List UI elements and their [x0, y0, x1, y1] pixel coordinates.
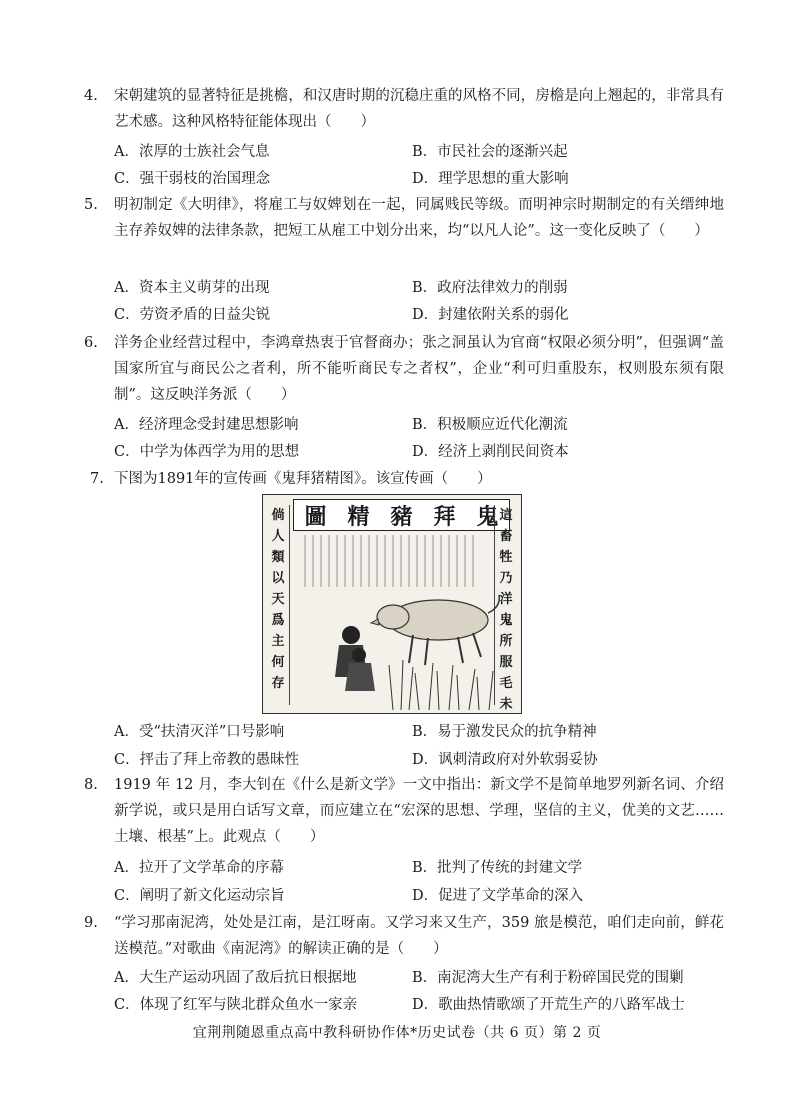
option-d[interactable]: D．促进了文学革命的深入	[412, 888, 584, 904]
option-b[interactable]: B．政府法律效力的削弱	[412, 280, 568, 296]
option-d[interactable]: D．经济上剥削民间资本	[412, 444, 569, 460]
question-text: 明初制定《大明律》，将雇工与奴婢划在一起，同属贱民等级。而明神宗时期制定的有关缙绅地主存养奴婢的法律条款，把短工从雇工中划分出来，均“以凡人论”。这一变化反映了（ ）	[114, 197, 724, 239]
option-b[interactable]: B．市民社会的逐渐兴起	[412, 144, 568, 160]
question-4	[84, 83, 724, 135]
poster-illustration	[263, 495, 521, 713]
option-a[interactable]: A．资本主义萌芽的出现	[114, 280, 270, 296]
question-number: 4.	[84, 88, 98, 104]
page-footer: 宜荆荆随恩重点高中教科研协作体*历史试卷（共 6 页）第 2 页	[192, 1025, 602, 1041]
poster-title-char: 精	[347, 503, 370, 530]
poster-left-column: 倘人類以天爲主何存	[267, 505, 290, 705]
option-a[interactable]: A．拉开了文学革命的序幕	[114, 860, 284, 876]
option-c[interactable]: C．劳资矛盾的日益尖锐	[114, 307, 271, 323]
option-b[interactable]: B．易于激发民众的抗争精神	[412, 724, 597, 740]
question-5	[84, 192, 724, 244]
option-c[interactable]: C．中学为体西学为用的思想	[114, 444, 300, 460]
question-number: 8.	[84, 777, 98, 793]
option-b[interactable]: B．南泥湾大生产有利于粉碎国民党的围剿	[412, 970, 684, 986]
poster-title-char: 圖	[304, 503, 327, 530]
poster-right-column: 這畜牲乃洋鬼所服毛未	[494, 505, 517, 705]
propaganda-poster-figure	[262, 494, 522, 714]
option-a[interactable]: A．浓厚的士族社会气息	[114, 144, 270, 160]
option-c[interactable]: C．体现了红军与陕北群众鱼水一家亲	[114, 997, 358, 1013]
option-a[interactable]: A．受“扶清灭洋”口号影响	[114, 724, 285, 740]
option-c[interactable]: C．强干弱枝的治国理念	[114, 171, 271, 187]
option-c[interactable]: C．阐明了新文化运动宗旨	[114, 888, 285, 904]
option-a[interactable]: A．大生产运动巩固了敌后抗日根据地	[114, 970, 357, 986]
question-6	[84, 330, 724, 408]
question-number: 5.	[84, 197, 98, 213]
question-7	[90, 466, 730, 492]
question-9	[84, 910, 724, 962]
poster-title-char: 鬼	[476, 503, 499, 530]
option-d[interactable]: D．讽刺清政府对外软弱妥协	[412, 752, 598, 768]
option-c[interactable]: C．抨击了拜上帝教的愚昧性	[114, 752, 300, 768]
option-d[interactable]: D．封建依附关系的弱化	[412, 307, 569, 323]
question-8	[84, 772, 724, 850]
option-d[interactable]: D．理学思想的重大影响	[412, 171, 569, 187]
question-number: 9.	[84, 915, 98, 931]
question-number: 7.	[90, 471, 104, 487]
question-number: 6.	[84, 335, 98, 351]
poster-title-char: 拜	[433, 503, 456, 530]
option-d[interactable]: D．歌曲热情歌颂了开荒生产的八路军战士	[412, 997, 685, 1013]
question-text: 下图为1891年的宣传画《鬼拜猪精图》。该宣传画（ ）	[114, 471, 492, 487]
question-text: 1919 年 12 月，李大钊在《什么是新文学》一文中指出：新文学不是简单地罗列新名词、介绍新学说，或只是用白话写文章，而应建立在“宏深的思想、学理，坚信的主义，优美的文艺……土壤、根基”上。此观点（ ）	[114, 777, 724, 845]
question-text: 宋朝建筑的显著特征是挑檐，和汉唐时期的沉稳庄重的风格不同，房檐是向上翘起的，非常具有艺术感。这种风格特征能体现出（ ）	[114, 88, 724, 130]
option-b[interactable]: B．批判了传统的封建文学	[412, 860, 583, 876]
option-b[interactable]: B．积极顺应近代化潮流	[412, 417, 568, 433]
option-a[interactable]: A．经济理念受封建思想影响	[114, 417, 299, 433]
question-text: “学习那南泥湾，处处是江南，是江呀南。又学习来又生产，359 旅是模范，咱们走向前，鲜花送模范。”对歌曲《南泥湾》的解读正确的是（ ）	[114, 915, 724, 957]
question-text: 洋务企业经营过程中，李鸿章热衷于官督商办；张之洞虽认为官商“权限必须分明”，但强调“盖国家所宜与商民公之者利，所不能听商民专之者权”，企业“利可归重股东，权则股东须有限制”。这反映洋务派（ ）	[114, 335, 724, 403]
poster-title-char: 豬	[390, 503, 413, 530]
